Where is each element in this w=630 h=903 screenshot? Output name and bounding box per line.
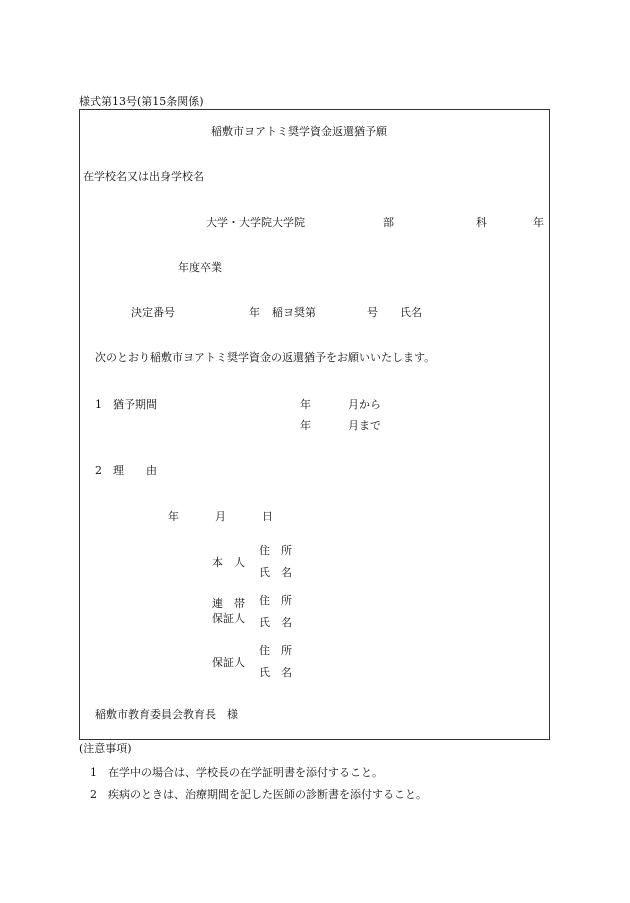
- period-to-month: 月まで: [348, 419, 381, 432]
- date-year: 年: [168, 510, 179, 523]
- deferment-period-label: 1 猶予期間: [95, 398, 157, 411]
- joint-guarantor-label-line2: 保証人: [212, 612, 245, 625]
- gou-label: 号: [367, 306, 378, 319]
- form-frame: [79, 109, 550, 740]
- form-title: 稲敷市ヨアトミ奨学資金返還猶予願: [211, 125, 387, 138]
- date-day: 日: [262, 510, 273, 523]
- period-to-year: 年: [300, 419, 311, 432]
- date-month: 月: [215, 510, 226, 523]
- joint-guarantor-name-label: 氏 名: [259, 616, 292, 629]
- scholarship-number-label: 稲ヨ奨第: [272, 306, 316, 319]
- form-number: 様式第13号(第15条関係): [79, 95, 204, 108]
- addressee: 稲敷市教育委員会教育長 様: [95, 708, 238, 721]
- university-label: 大学・大学院大学院: [206, 216, 305, 229]
- decision-year-label: 年: [249, 306, 260, 319]
- school-year-label: 年: [533, 216, 544, 229]
- decision-number-label: 決定番号: [131, 306, 175, 319]
- department-label: 科: [476, 216, 487, 229]
- faculty-label: 部: [383, 216, 394, 229]
- applicant-name-label: 氏名: [400, 306, 422, 319]
- signer-person-label: 本 人: [212, 556, 245, 569]
- note-item: 2 疾病のときは、治療期間を記した医師の診断書を添付すること。: [90, 788, 427, 801]
- request-text: 次のとおり稲敷市ヨアトミ奨学資金の返還猶予をお願いいたします。: [95, 351, 436, 364]
- school-name-label: 在学校名又は出身学校名: [83, 170, 204, 183]
- period-from-year: 年: [300, 398, 311, 411]
- joint-guarantor-address-label: 住 所: [259, 594, 292, 607]
- reason-label: 2 理 由: [95, 464, 157, 477]
- guarantor-name-label: 氏 名: [259, 666, 292, 679]
- period-from-month: 月から: [348, 398, 381, 411]
- joint-guarantor-label-line1: 連 帯: [212, 597, 245, 610]
- graduation-year-label: 年度卒業: [178, 261, 222, 274]
- person-name-label: 氏 名: [259, 566, 292, 579]
- notes-heading: (注意事項): [79, 742, 132, 755]
- guarantor-address-label: 住 所: [259, 644, 292, 657]
- note-item: 1 在学中の場合は、学校長の在学証明書を添付すること。: [90, 766, 383, 779]
- person-address-label: 住 所: [259, 544, 292, 557]
- guarantor-label: 保証人: [212, 656, 245, 669]
